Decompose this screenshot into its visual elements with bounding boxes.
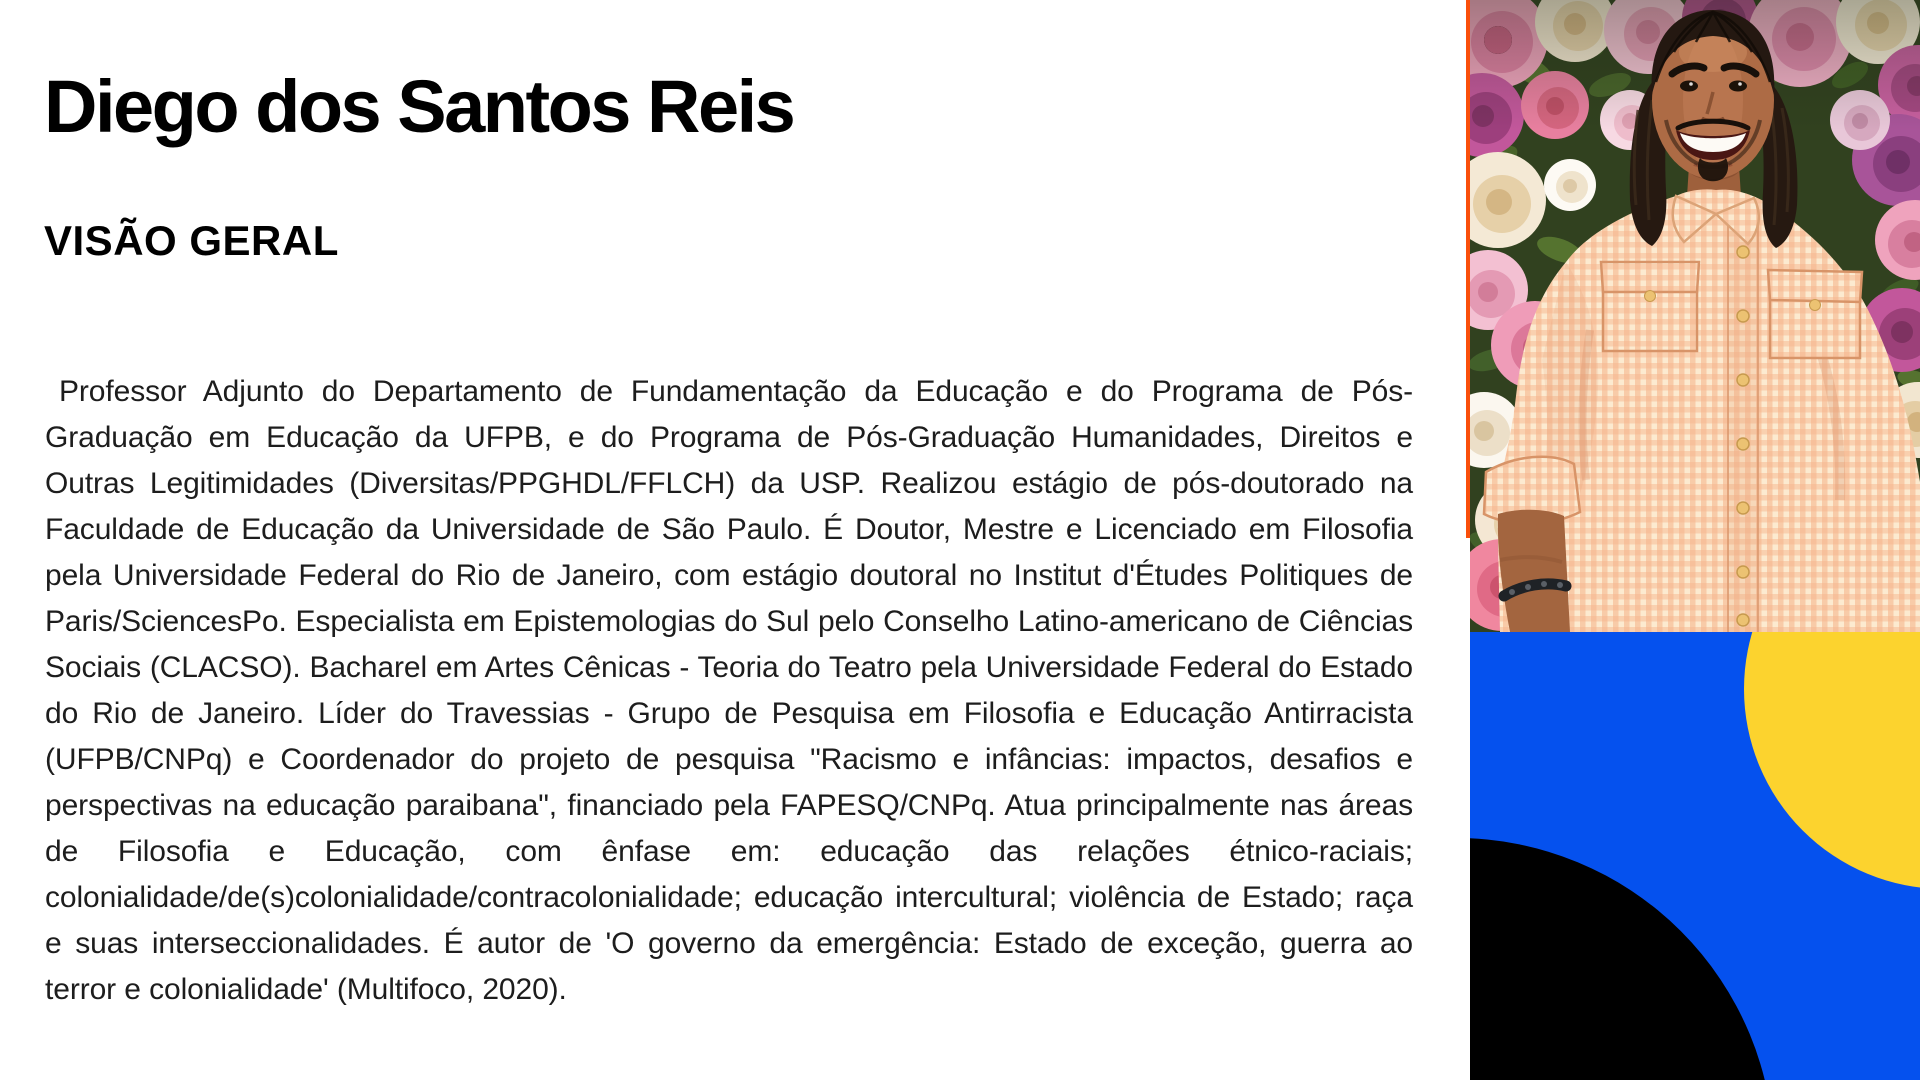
black-circle	[1470, 838, 1774, 1080]
page-title: Diego dos Santos Reis	[44, 65, 794, 148]
portrait-illustration	[1470, 0, 1920, 632]
yellow-circle	[1744, 632, 1920, 889]
portrait-photo	[1470, 0, 1920, 632]
forearm	[1498, 510, 1570, 632]
section-heading: VISÃO GERAL	[44, 217, 339, 264]
face	[1652, 10, 1775, 181]
bio-paragraph: Professor Adjunto do Departamento de Fundamentação da Educação e do Programa de Pós-Graduação em Educação da UFPB, e do Programa de Pós-Graduação Humanidades, Direitos e Outras Legitimidades (Diversitas/PPGHDL/FFLCH) da USP. Realizou estágio de pós-doutorado na Faculdade de Educação da Universidade de São Paulo. É Doutor, Mestre e Licenciado em Filosofia pela Universidade Federal do Rio de Janeiro, com estágio doutoral no Institut d'Études Politiques de Paris/SciencesPo. Especialista em Epistemologias do Sul pelo Conselho Latino-americano de Ciências Sociais (CLACSO). Bacharel em Artes Cênicas - Teoria do Teatro pela Universidade Federal do Estado do Rio de Janeiro. Líder do Travessias - Grupo de Pesquisa em Filosofia e Educação Antirracista (UFPB/CNPq) e Coordenador do projeto de pesquisa "Racismo e infâncias: impactos, desafios e perspectivas na educação paraibana", financiado pela FAPESQ/CNPq. Atua principalmente nas áreas de Filosofia e Educação, com ênfase em: educação das relações étnico-raciais; colonialidade/de(s)colonialidade/contracolonialidade; educação intercultural; violência de Estado; raça e suas interseccionalidades. É autor de 'O governo da emergência: Estado de exceção, guerra ao terror e colonialidade' (Multifoco, 2020).	[45, 375, 1413, 1006]
chest-pocket-left	[1601, 262, 1699, 351]
chest-pocket-right	[1768, 270, 1862, 358]
graphic-panel	[1470, 632, 1920, 1080]
